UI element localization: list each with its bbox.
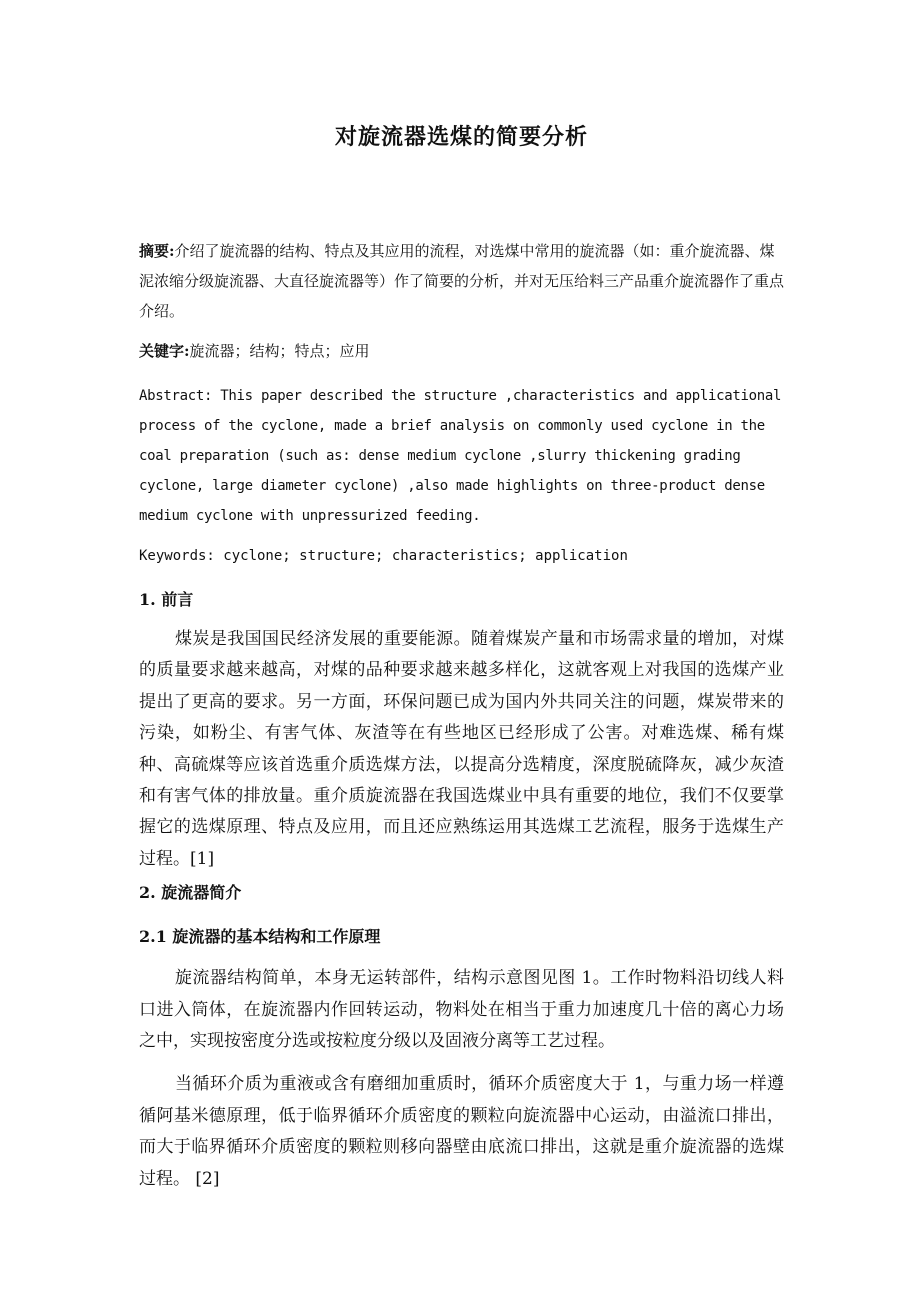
abstract-en — [139, 381, 784, 531]
section-1-paragraph: 煤炭是我国国民经济发展的重要能源。随着煤炭产量和市场需求量的增加，对煤的质量要求越来越高，对煤的品种要求越来越多样化，这就客观上对我国的选煤产业提出了更高的要求。另一方面，环保问题已成为国内外共同关注的问题，煤炭带来的污染，如粉尘、有害气体、灰渣等在有些地区已经形成了公害。对难选煤、稀有煤种、高硫煤等应该首选重介质选煤方法，以提高分选精度，深度脱硫降灰，减少灰渣和有害气体的排放量。重介质旋流器在我国选煤业中具有重要的地位，我们不仅要掌握它的选煤原理、特点及应用，而且还应熟练运用其选煤工艺流程，服务于选煤生产过程。[1] — [139, 629, 784, 869]
abstract-en-text: This paper described the structure ,characteristics and applicational process of the cyclone, made a brief analysis on commonly used cyclone in the coal preparation (such as: dense medium cyclone ,slurry thickening grading cyclone, large diameter cyclone) ,also made highlights on three-product dense medium cyclone with unpressurized feeding. — [139, 388, 782, 524]
section-2-1-heading: 2.1 旋流器的基本结构和工作原理 — [139, 927, 381, 946]
section-2-heading: 2. 旋流器简介 — [139, 883, 242, 902]
keywords-cn-text: 旋流器；结构；特点；应用 — [189, 342, 370, 360]
abstract-cn-text: 介绍了旋流器的结构、特点及其应用的流程，对选煤中常用的旋流器（如：重介旋流器、煤泥浓缩分级旋流器、大直径旋流器等）作了简要的分析，并对无压给料三产品重介旋流器作了重点介绍。 — [139, 242, 785, 320]
abstract-cn-label: 摘要: — [139, 242, 175, 260]
section-2-1-paragraph-1: 旋流器结构简单，本身无运转部件，结构示意图见图 1。工作时物料沿切线人料口进入筒体，在旋流器内作回转运动，物料处在相当于重力加速度几十倍的离心力场之中，实现按密度分选或按粒度分级以及固液分离等工艺过程。 — [139, 968, 784, 1051]
keywords-en-text: cyclone; structure; characteristics; application — [214, 548, 628, 564]
section-2-1-paragraph-2: 当循环介质为重液或含有磨细加重质时，循环介质密度大于 1，与重力场一样遵循阿基米德原理，低于临界循环介质密度的颗粒向旋流器中心运动，由溢流口排出，而大于临界循环介质密度的颗粒则移向器壁由底流口排出，这就是重介旋流器的选煤过程。 [2] — [139, 1074, 784, 1189]
keywords-cn — [139, 340, 784, 362]
keywords-cn-label: 关键字: — [139, 342, 190, 360]
keywords-en-label: Keywords: — [139, 548, 215, 564]
keywords-en — [139, 545, 784, 567]
section-1-heading: 1. 前言 — [139, 590, 194, 609]
paper-title: 对旋流器选煤的简要分析 — [334, 124, 588, 150]
abstract-cn — [139, 236, 784, 326]
abstract-en-label: Abstract: — [139, 388, 213, 404]
